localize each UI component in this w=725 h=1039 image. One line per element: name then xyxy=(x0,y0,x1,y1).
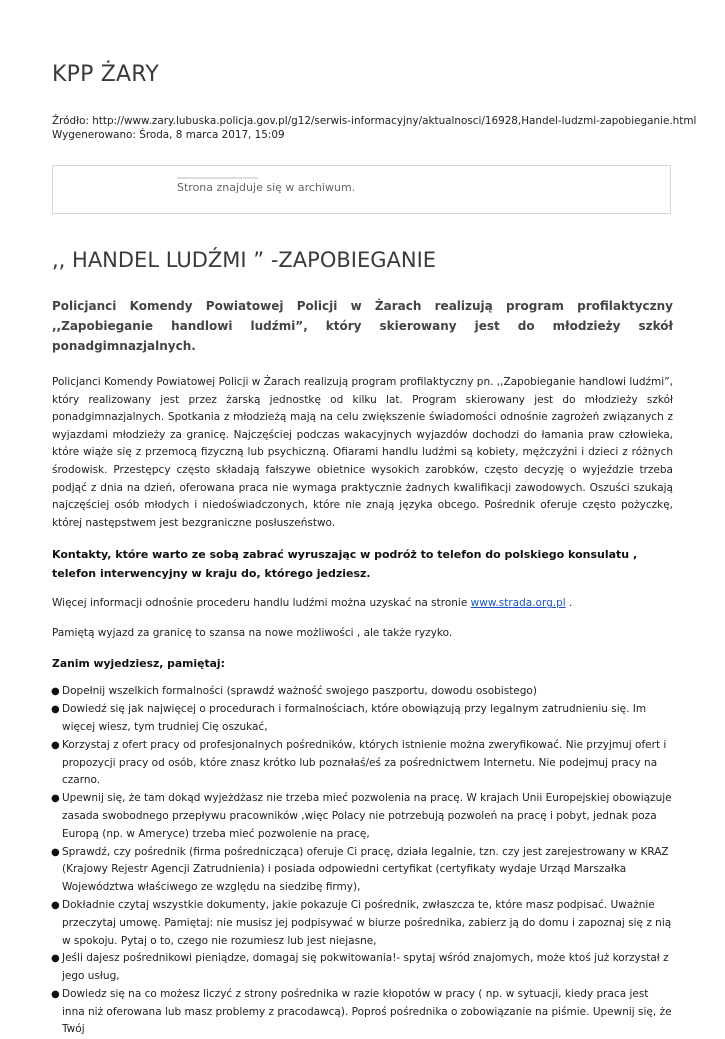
article-lead: Policjanci Komendy Powiatowej Policji w Żarach realizują program profilaktyczny ,,Zapobieganie handlowi ludźmi”, który skierowany jest do młodzieży szkół ponadgimnazjalnych. xyxy=(52,299,673,353)
bullet-icon: ● xyxy=(51,793,60,805)
checklist-item-text: Dowiedz się na co możesz liczyć z strony pośrednika w razie kłopotów w pracy ( np. w sytuacji, kiedy praca jest inna niż oferowana lub masz problemy z pracodawcą). Poproś pośrednika o zobowiązanie na piśmie. Upewnij się, że Twój xyxy=(62,987,672,1036)
checklist-item xyxy=(52,737,673,790)
bullet-icon: ● xyxy=(51,846,60,858)
checklist-item-text: Upewnij się, że tam dokąd wyjeżdżasz nie trzeba mieć pozwolenia na pracę. W krajach Unii Europejskiej obowiązuje zasada swobodnego przepływu pracowników ,więc Polacy nie potrzebują pozwoleń na pracę i pobyt, jednak poza Europą (np. w Ameryce) trzeba mieć pozwolenie na pracę, xyxy=(62,792,672,840)
more-info-paragraph xyxy=(52,595,673,612)
checklist-item xyxy=(52,986,673,1039)
checklist-item-text: Jeśli dajesz pośrednikowi pieniądze, domagaj się pokwitowania!- spytaj wśród znajomych, może ktoś już korzystał z jego usług, xyxy=(62,952,669,983)
bullet-icon: ● xyxy=(51,988,60,1000)
checklist-item xyxy=(52,790,673,843)
article-body: Policjanci Komendy Powiatowej Policji w Żarach realizują program profilaktyczny pn. ,,Zapobieganie handlowi ludźmi”, który realizowany jest przez żarską jednostkę od kilku lat. Program skierowany jest do młodzieży szkół ponadgimnazjalnych. Spotkania z młodzieżą mają na celu zwiększenie świadomości odnośnie zagrożeń związanych z wyjazdami młodzieży za granicę. Najczęściej podczas wakacyjnych wyjazdów dochodzi do łamania praw człowieka, które wiąże się z przemocą fizyczną lub psychiczną. Ofiarami handlu ludźmi są kobiety, mężczyźni i dzieci z różnych środowisk. Przestępcy często składają fałszywe obietnice wysokich zarobków, często decyzję o wyjeździe trzeba podjąć z dnia na dzień, oferowana praca nie wymaga praktycznie żadnych kwalifikacji zawodowych. Oszuści szukają najczęściej osób młodych i niedoświadczonych, które nie znają języka obcego. Pośrednik oferuje często pożyczkę, której następstwem jest bezgraniczne posłuszeństwo. xyxy=(52,376,673,529)
bullet-icon: ● xyxy=(51,899,60,911)
archive-notice-box xyxy=(52,165,671,214)
bullet-icon: ● xyxy=(51,704,60,716)
checklist-item-text: Dokładnie czytaj wszystkie dokumenty, jakie pokazuje Ci pośrednik, zwłaszcza te, które masz podpisać. Uważnie przeczytaj umowę. Pamiętaj: nie musisz jej podpisywać w biurze pośrednika, zabierz ją do domu i zapoznaj się z nią w spokoju. Pytaj o to, czego nie rozumiesz lub jest niejasne, xyxy=(62,898,672,947)
checklist-item xyxy=(52,683,673,701)
checklist-item xyxy=(52,897,673,950)
more-info-suffix: . xyxy=(565,597,573,610)
checklist-item-text: Sprawdź, czy pośrednik (firma pośrednicząca) oferuje Ci pracę, działa legalnie, tzn. czy jest zarejestrowany w KRAZ (Krajowy Rejestr Agencji Zatrudnienia) i posiada odpowiedni certyfikat (certyfikaty wydaje Urząd Marszałka Województwa właściwego ze względu na siedzibę firmy), xyxy=(62,845,669,894)
strada-link[interactable]: www.strada.org.pl xyxy=(470,597,566,610)
article-title: ,, HANDEL LUDŹMI ” -ZAPOBIEGANIE xyxy=(52,248,437,272)
checklist-heading: Zanim wyjedziesz, pamiętaj: xyxy=(52,657,225,671)
checklist-item xyxy=(52,950,673,986)
contacts-note: Kontakty, które warto ze sobą zabrać wyruszając w podróż to telefon do polskiego konsulatu , telefon interwencyjny w kraju do, którego jedziesz. xyxy=(52,548,638,581)
checklist-item xyxy=(52,701,673,737)
bullet-icon: ● xyxy=(51,739,60,751)
checklist xyxy=(52,683,673,1039)
site-title: KPP ŻARY xyxy=(52,62,159,87)
bullet-icon: ● xyxy=(51,686,60,698)
checklist-item-text: Dopełnij wszelkich formalności (sprawdź ważność swojego paszportu, dowodu osobistego) xyxy=(62,685,537,698)
meta-info xyxy=(52,114,697,142)
checklist-item-text: Dowiedź się jak najwięcej o procedurach i formalnościach, które obowiązują przy legalnym zatrudnieniu się. Im więcej wiesz, tym trudniej Cię oszukać, xyxy=(62,703,647,733)
reminder-paragraph: Pamiętą wyjazd za granicę to szansa na nowe możliwości , ale także ryzyko. xyxy=(52,627,453,640)
bullet-icon: ● xyxy=(51,953,60,965)
source-url: Źródło: http://www.zary.lubuska.policja.gov.pl/g12/serwis-informacyjny/aktualnosci/16928,Handel-ludzmi-zapobieganie.html xyxy=(52,115,697,127)
archive-notice: Strona znajduje się w archiwum. xyxy=(177,181,356,194)
generated-date: Wygenerowano: Środa, 8 marca 2017, 15:09 xyxy=(52,129,285,141)
checklist-item-text: Korzystaj z ofert pracy od profesjonalnych pośredników, których istnienie można zweryfikować. Nie przyjmuj ofert i propozycji pracy od osób, które znasz krótko lub poznałaś/eś za pośrednictwem Internetu. Nie podejmuj pracy na czarno. xyxy=(62,738,667,787)
checklist-item xyxy=(52,844,673,897)
more-info-text: Więcej informacji odnośnie procederu handlu ludźmi można uzyskać na stronie xyxy=(52,597,471,610)
article-content xyxy=(52,296,673,1039)
archive-divider xyxy=(177,177,258,179)
